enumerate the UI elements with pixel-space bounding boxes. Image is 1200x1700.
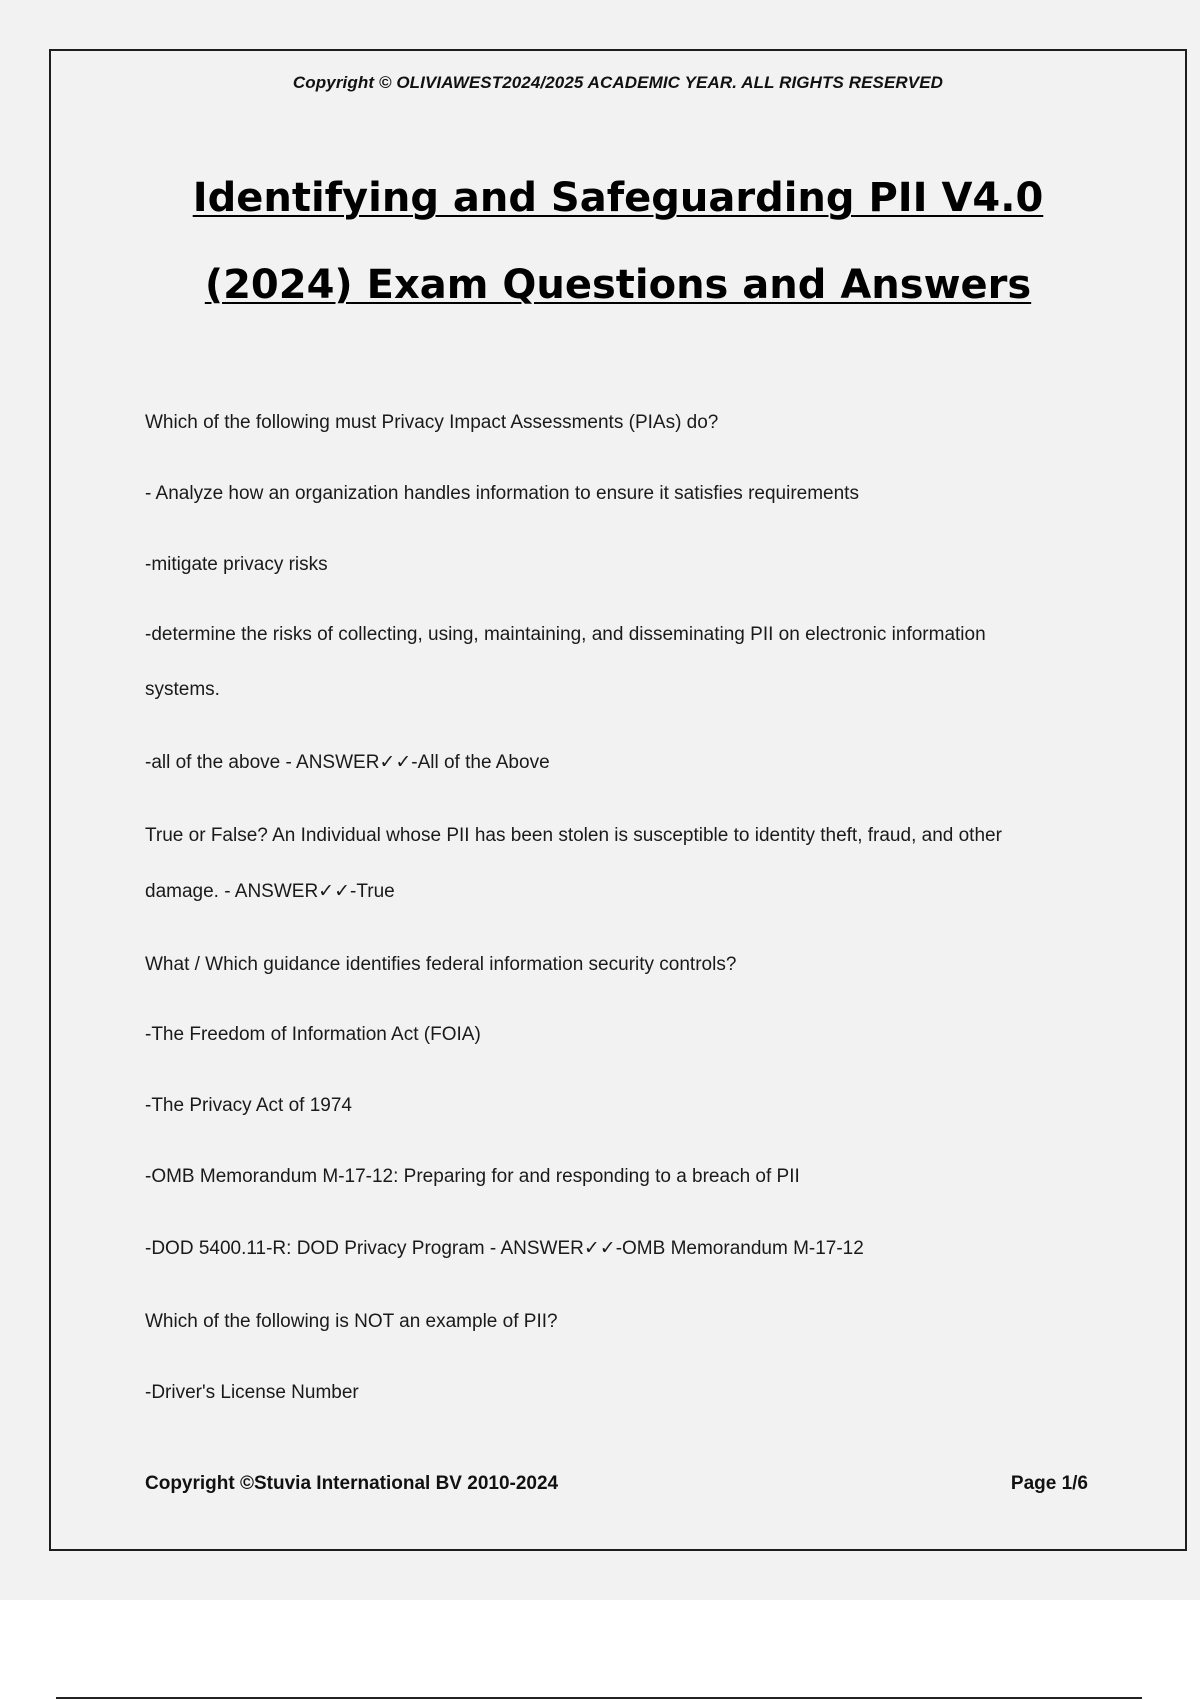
answer-line: damage. - ANSWER✓✓-True	[145, 881, 395, 902]
answer-option: -The Privacy Act of 1974	[145, 1095, 352, 1116]
document-title-line-1	[49, 174, 1187, 222]
answer-option: -determine the risks of collecting, using, maintaining, and disseminating PII on electronic information	[145, 624, 986, 645]
answer-option: -Driver's License Number	[145, 1382, 359, 1403]
header-copyright: Copyright © OLIVIAWEST2024/2025 ACADEMIC YEAR. ALL RIGHTS RESERVED	[292, 73, 944, 92]
footer-copyright: Copyright ©Stuvia International BV 2010-2024	[145, 1473, 559, 1494]
question-text: Which of the following must Privacy Impact Assessments (PIAs) do?	[145, 412, 719, 433]
answer-option: -mitigate privacy risks	[145, 554, 328, 575]
next-page-divider	[56, 1697, 1142, 1699]
answer-option: -OMB Memorandum M-17-12: Preparing for and responding to a breach of PII	[145, 1166, 800, 1187]
answer-option-continued: systems.	[145, 679, 220, 700]
title-text-2: (2024) Exam Questions and Answers	[204, 262, 1032, 308]
answer-line: -all of the above - ANSWER✓✓-All of the Above	[145, 752, 550, 773]
question-text: Which of the following is NOT an example of PII?	[145, 1311, 558, 1332]
question-text: What / Which guidance identifies federal information security controls?	[145, 954, 737, 975]
page-number: Page 1/6	[1010, 1473, 1088, 1494]
document-title-line-2	[49, 261, 1187, 309]
answer-option: - Analyze how an organization handles information to ensure it satisfies requirements	[145, 483, 859, 504]
answer-option: -The Freedom of Information Act (FOIA)	[145, 1024, 481, 1045]
question-text: True or False? An Individual whose PII has been stolen is susceptible to identity theft, fraud, and other	[145, 825, 1002, 846]
title-text-1: Identifying and Safeguarding PII V4.0	[192, 175, 1044, 221]
answer-line: -DOD 5400.11-R: DOD Privacy Program - ANSWER✓✓-OMB Memorandum M-17-12	[145, 1238, 864, 1259]
